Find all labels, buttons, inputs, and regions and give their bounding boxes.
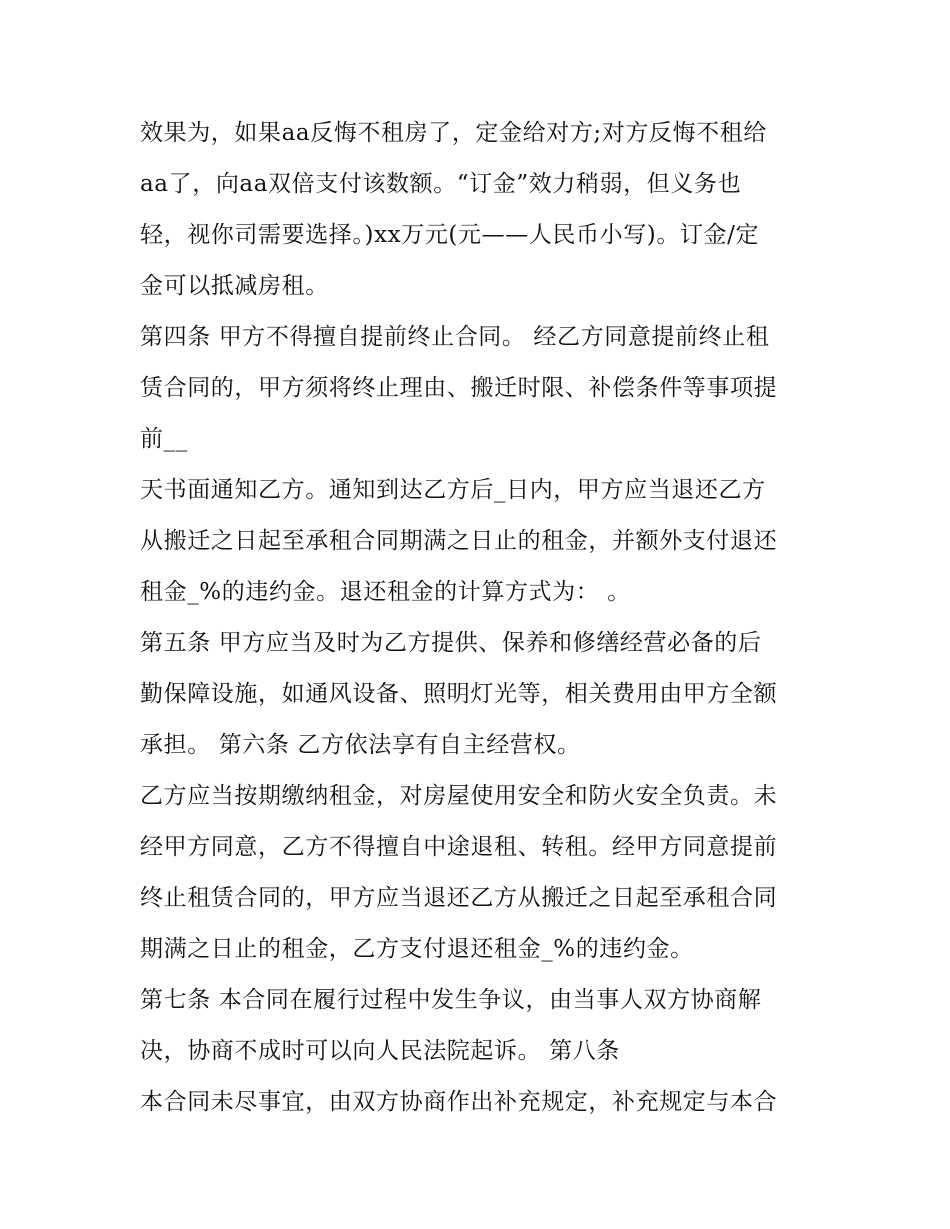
- article-7-line: 第七条 本合同在履行过程中发生争议，由当事人双方协商解: [140, 987, 762, 1013]
- text-line: 乙方应当按期缴纳租金，对房屋使用安全和防火安全负责。未: [140, 783, 778, 809]
- text-line: 终止租赁合同的，甲方应当退还乙方从搬迁之日起至承租合同: [140, 885, 778, 911]
- text-line: 从搬迁之日起至承租合同期满之日止的租金，并额外支付退还: [140, 528, 778, 554]
- text-line: 租金_%的违约金。退还租金的计算方式为： 。: [140, 579, 631, 605]
- text-line: 经甲方同意，乙方不得擅自中途退租、转租。经甲方同意提前: [140, 834, 778, 860]
- text-line: 期满之日止的租金，乙方支付退还租金_%的违约金。: [140, 936, 694, 962]
- contract-text: [140, 108, 830, 1128]
- text-line: 赁合同的，甲方须将终止理由、搬迁时限、补偿条件等事项提: [140, 375, 778, 401]
- text-line: 前__: [140, 426, 188, 452]
- text-line: 本合同未尽事宜，由双方协商作出补充规定，补充规定与本合: [140, 1089, 778, 1115]
- text-line: aa了，向aa双倍支付该数额。“订金”效力稍弱，但义务也: [140, 171, 742, 197]
- text-line: 轻，视你司需要选择。)xx万元(元——人民币小写)。订金/定: [140, 222, 760, 248]
- article-8-line: 决，协商不成时可以向人民法院起诉。 第八条: [140, 1038, 620, 1064]
- text-line: 效果为，如果aa反悔不租房了，定金给对方;对方反悔不租给: [140, 120, 767, 146]
- text-line: 金可以抵减房租。: [140, 273, 329, 299]
- article-6-line: 承担。 第六条 乙方依法享有自主经营权。: [140, 732, 581, 758]
- article-5-line: 第五条 甲方应当及时为乙方提供、保养和修缮经营必备的后: [140, 630, 762, 656]
- text-line: 勤保障设施，如通风设备、照明灯光等，相关费用由甲方全额: [140, 681, 778, 707]
- text-line: 天书面通知乙方。通知到达乙方后_日内，甲方应当退还乙方: [140, 477, 766, 503]
- article-4-line: 第四条 甲方不得擅自提前终止合同。 经乙方同意提前终止租: [140, 324, 770, 350]
